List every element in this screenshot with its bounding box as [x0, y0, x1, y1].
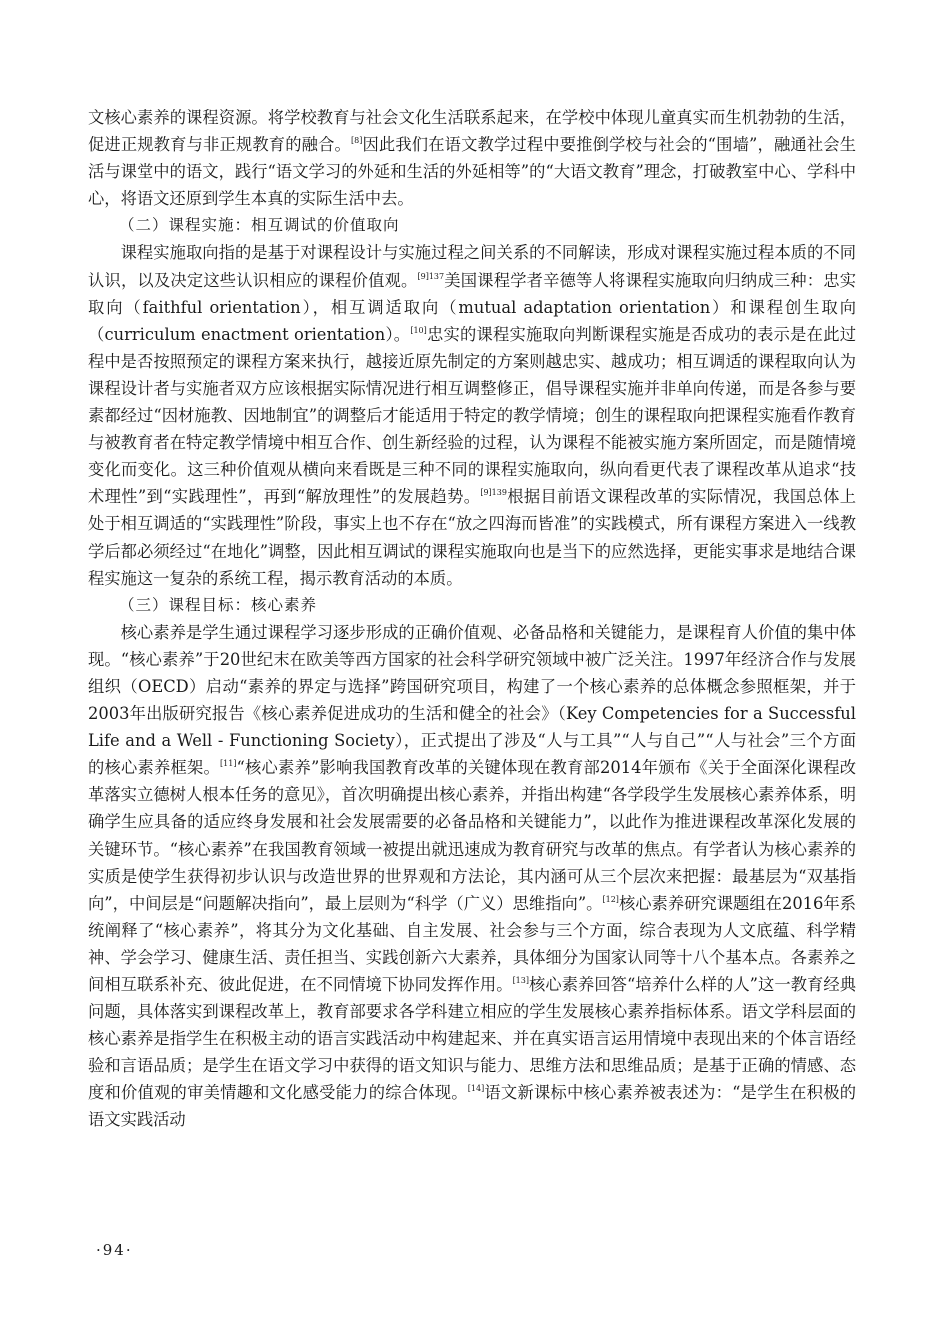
citation-ref: [12] — [602, 894, 619, 904]
text-run: 根据目前语文课程改革的实际情况，我国总体上处于相互调适的“实践理性”阶段，事实上也不存在“放之四海而皆准”的实践模式，所有课程方案进入一线教学后都必须经过“在地化”调整，因此相互调试的课程实施取向也是当下的应然选择，更能实事求是地结合课程实施这一复杂的系统工程，揭示教育活动的本质。 — [88, 487, 856, 588]
page-number: ·94· — [96, 1241, 133, 1259]
citation-ref: [10] — [410, 325, 427, 335]
section-heading-curriculum-goal: （三）课程目标：核心素养 — [119, 595, 318, 614]
text-run: 忠实的课程实施取向判断课程实施是否成功的表示是在此过程中是否按照预定的课程方案来执行，越接近原先制定的方案则越忠实、越成功；相互调适的课程取向认为课程设计者与实施者双方应该根据实际情况进行相互调整修正，倡导课程实施并非单向传递，而是各参与要素都经过“因材施教、因地制宜”的调整后才能适用于特定的教学情境；创生的课程取向把课程实施看作教育与被教育者在特定教学情境中相互合作、创生新经验的过程，认为课程不能被实施方案所固定，而是随情境变化而变化。这三种价值观从横向来看既是三种不同的课程实施取向，纵向看更代表了课程改革从追求“技术理性”到“实践理性”，再到“解放理性”的发展趋势。 — [88, 324, 856, 507]
citation-ref: [9]139 — [480, 488, 507, 498]
citation-ref: [14] — [467, 1084, 485, 1094]
paragraph-continuation — [88, 104, 856, 212]
paragraph-core-competencies — [88, 619, 856, 1134]
citation-ref: [9]137 — [417, 271, 445, 281]
citation-ref: [8] — [351, 136, 363, 146]
text-run: 语文新课标中核心素养被表述为：“是学生在积极的语文实践活动 — [88, 1083, 856, 1130]
article-body — [88, 104, 856, 1134]
text-run: 核心素养回答“培养什么样的人”这一教育经典问题，具体落实到课程改革上，教育部要求各学科建立相应的学生发展核心素养指标体系。语文学科层面的核心素养是指学生在积极主动的语言实践活动中构建起来、并在真实语言运用情境中表现出来的个体言语经验和言语品质；是学生在语文学习中获得的语文知识与能力、思维方法和思维品质；是基于正确的情感、态度和价值观的审美情趣和文化感受能力的综合体现。 — [88, 975, 856, 1103]
text-run: “核心素养”影响我国教育改革的关键体现在教育部2014年颁布《关于全面深化课程改革落实立德树人根本任务的意见》，首次明确提出核心素养，并指出构建“各学段学生发展核心素养体系，明确学生应具备的适应终身发展和社会发展需要的必备品格和关键能力”，以此作为推进课程改革深化发展的关键环节。“核心素养”在我国教育领域一被提出就迅速成为教育研究与改革的焦点。有学者认为核心素养的实质是使学生获得初步认识与改造世界的世界观和方法论，其内涵可从三个层次来把握：最基层为“双基指向”，中间层是“问题解决指向”，最上层则为“科学（广义）思维指向”。 — [88, 758, 856, 913]
citation-ref: [11] — [220, 759, 237, 769]
text-run: 文核心素养的课程资源。将学校教育与社会文化生活联系起来，在学校中体现儿童真实而生机勃勃的生活，促进正规教育与非正规教育的融合。 — [88, 108, 856, 155]
text-run: 核心素养研究课题组在2016年系统阐释了“核心素养”，将其分为文化基础、自主发展、社会参与三个方面，综合表现为人文底蕴、科学精神、学会学习、健康生活、责任担当、实践创新六大素养，具体细分为国家认同等十八个基本点。各素养之间相互联系补充、彼此促进，在不同情境下协同发挥作用。 — [88, 893, 857, 994]
text-run: 因此我们在语文教学过程中要推倒学校与社会的“围墙”，融通社会生活与课堂中的语文，践行“语文学习的外延和生活的外延相等”的“大语文教育”理念，打破教室中心、学科中心，将语文还原到学生本真的实际生活中去。 — [88, 135, 856, 209]
paragraph-implementation-orientation — [88, 239, 856, 591]
citation-ref: [13] — [512, 976, 529, 985]
text-run: 核心素养是学生通过课程学习逐步形成的正确价值观、必备品格和关键能力，是课程育人价值的集中体现。“核心素养”于20世纪末在欧美等西方国家的社会科学研究领域中被广泛关注。1997年经济合作与发展组织（OECD）启动“素养的界定与选择”跨国研究项目，构建了一个核心素养的总体概念参照框架，并于2003年出版研究报告《核心素养促进成功的生活和健全的社会》（Key Competencies for a Successful Life and a Well - Functioning Society），正式提出了涉及“人与工具”“人与自己”“人与社会”三个方面的核心素养框架。 — [88, 622, 856, 778]
section-heading-curriculum-implementation: （二）课程实施：相互调试的价值取向 — [119, 216, 400, 235]
text-run: 美国课程学者辛德等人将课程实施取向归纳成三种：忠实取向（faithful orientation），相互调适取向（mutual adaptation orientation）和课程创生取向（curriculum enactment orientation）。 — [88, 270, 856, 344]
text-run: 课程实施取向指的是基于对课程设计与实施过程之间关系的不同解读，形成对课程实施过程本质的不同认识，以及决定这些认识相应的课程价值观。 — [88, 243, 856, 290]
